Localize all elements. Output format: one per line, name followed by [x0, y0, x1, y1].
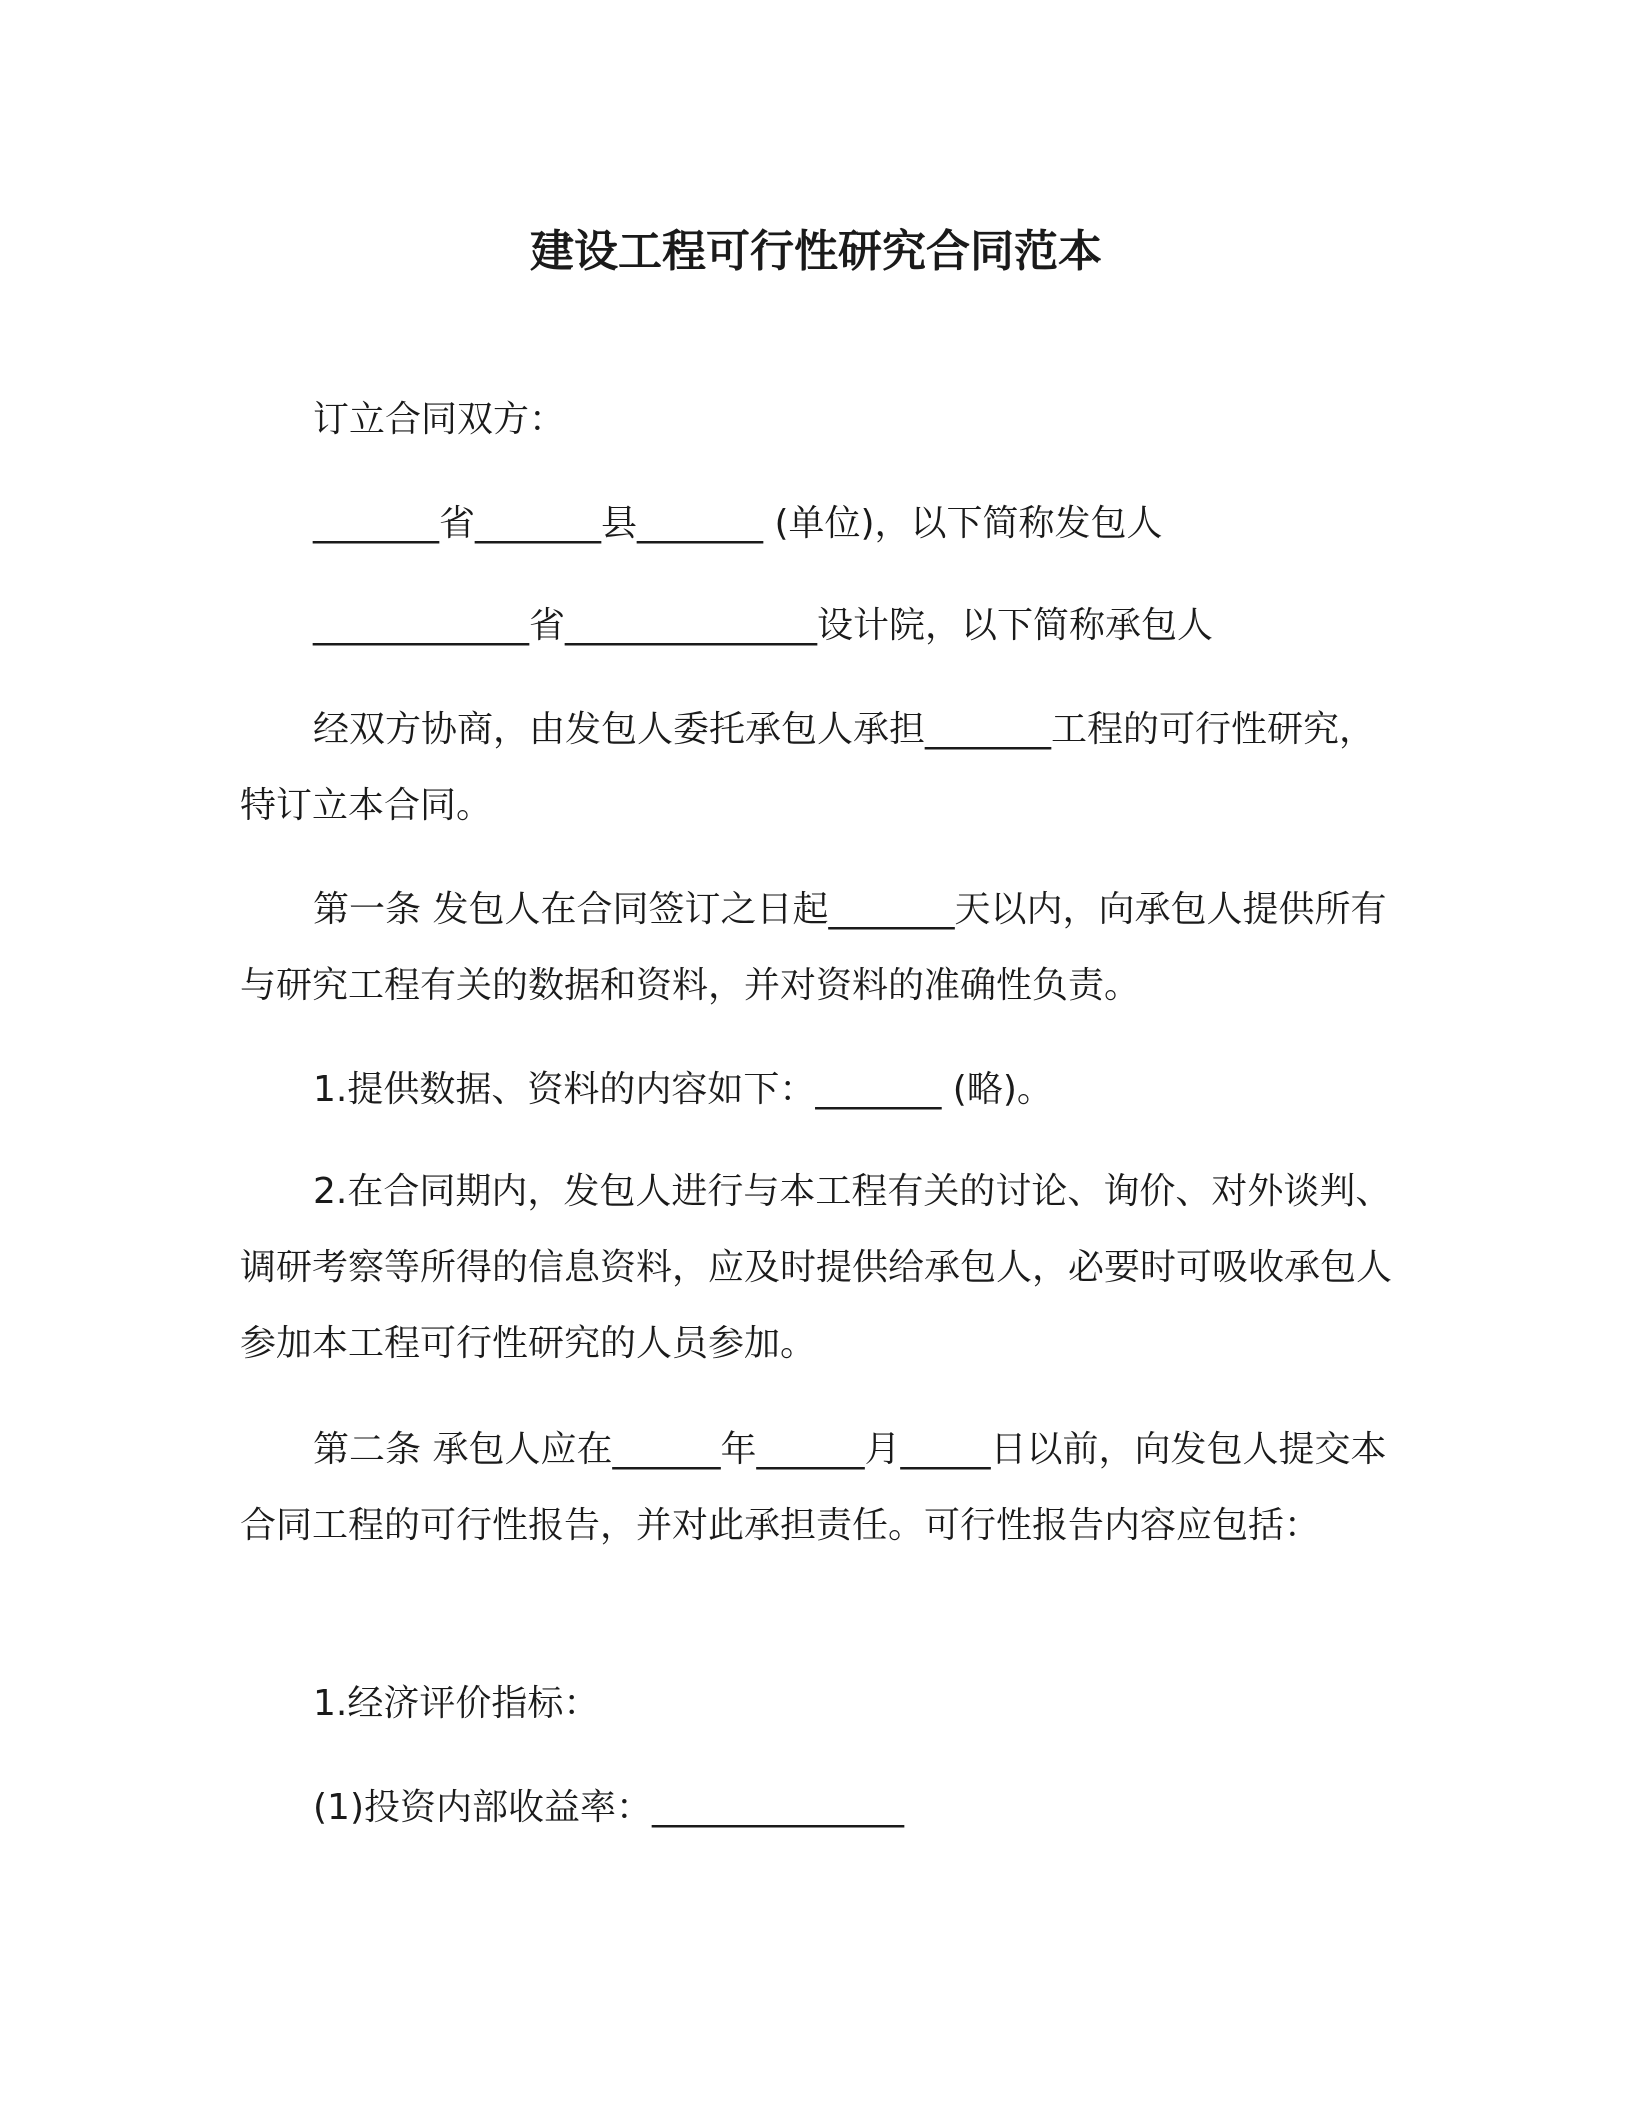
paragraph-irr: (1)投资内部收益率：______________: [313, 1787, 904, 1828]
paragraph-article-2: 第二条 承包人应在______年______月_____日以前，向发包人提交本合同工程的可行性报告，并对此承担责任。可行性报告内容应包括：: [240, 1429, 1387, 1546]
paragraph-article-1-item-1: 1.提供数据、资料的内容如下：_______ (略)。: [313, 1069, 1053, 1110]
paragraph-article-1-item-2: 2.在合同期内，发包人进行与本工程有关的讨论、询价、对外谈判、调研考察等所得的信息资料，应及时提供给承包人，必要时可吸收承包人参加本工程可行性研究的人员参加。: [240, 1171, 1393, 1364]
paragraph-employer: _______省_______县_______ (单位)，以下简称发包人: [313, 503, 1163, 544]
paragraph-preamble: 经双方协商，由发包人委托承包人承担_______工程的可行性研究，特订立本合同。: [240, 709, 1376, 826]
document-title: 建设工程可行性研究合同范本: [530, 226, 1102, 277]
paragraph-economic-indicators: 1.经济评价指标：: [313, 1683, 600, 1724]
paragraph-parties-heading: 订立合同双方：: [313, 399, 566, 440]
paragraph-article-1: 第一条 发包人在合同签订之日起_______天以内，向承包人提供所有与研究工程有关的数据和资料，并对资料的准确性负责。: [240, 889, 1387, 1006]
paragraph-contractor: ____________省______________设计院，以下简称承包人: [313, 605, 1214, 646]
